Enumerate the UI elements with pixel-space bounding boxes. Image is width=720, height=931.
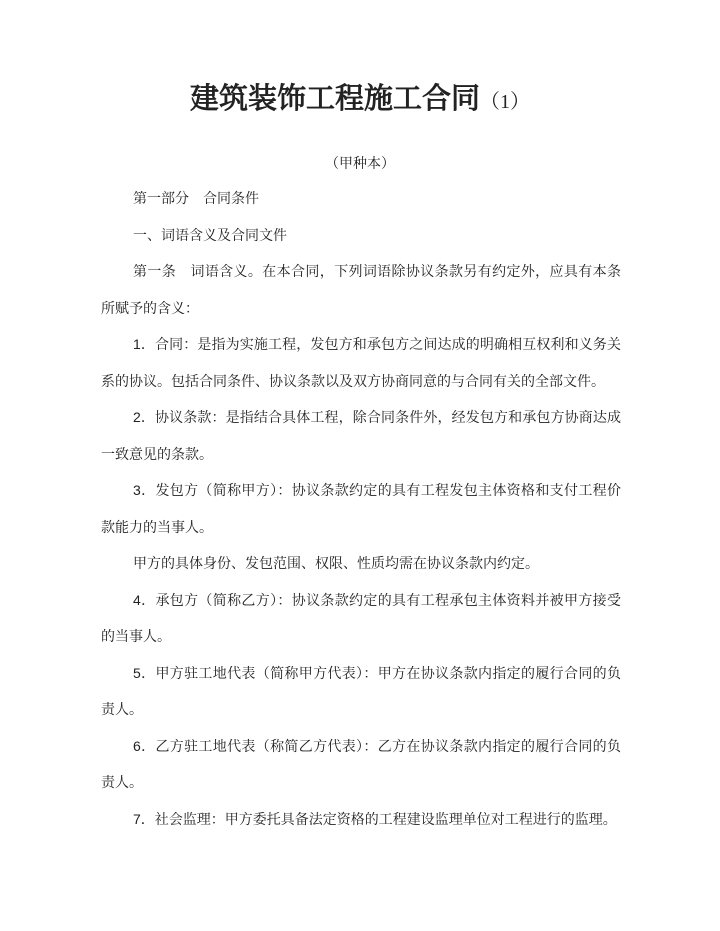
paragraph: 3．发包方（简称甲方）：协议条款约定的具有工程发包主体资格和支付工程价款能力的当事人。	[101, 482, 621, 535]
paragraph: 6．乙方驻工地代表（称简乙方代表）：乙方在协议条款内指定的履行合同的负责人。	[101, 737, 621, 790]
paragraph: 4．承包方（简称乙方）：协议条款约定的具有工程承包主体资料并被甲方接受的当事人。	[101, 591, 621, 644]
paragraph: 甲方的具体身份、发包范围、权限、性质均需在协议条款内约定。	[133, 555, 539, 571]
document-title-text: 建筑装饰工程施工合同	[189, 83, 480, 115]
document-title	[0, 80, 720, 121]
paragraph: 7．社会监理：甲方委托具备法定资格的工程建设监理单位对工程进行的监理。	[133, 810, 617, 827]
paragraph: 第一条 词语含义。在本合同，下列词语除协议条款另有约定外，应具有本条所赋予的含义：	[101, 263, 621, 316]
paragraph: 5．甲方驻工地代表（简称甲方代表）：甲方在协议条款内指定的履行合同的负责人。	[101, 664, 621, 717]
paragraph: 2．协议条款：是指结合具体工程，除合同条件外，经发包方和承包方协商达成一致意见的条款。	[101, 409, 621, 462]
paragraph: 第一部分 合同条件	[133, 190, 259, 206]
paragraph: 一、词语含义及合同文件	[133, 226, 287, 243]
document-body	[101, 180, 621, 837]
paragraph: 1．合同：是指为实施工程，发包方和承包方之间达成的明确相互权利和义务关系的协议。包括合同条件、协议条款以及双方协商同意的与合同有关的全部文件。	[101, 336, 621, 389]
document-subtitle: （甲种本）	[325, 155, 395, 171]
document-title-note: （1）	[480, 91, 530, 113]
